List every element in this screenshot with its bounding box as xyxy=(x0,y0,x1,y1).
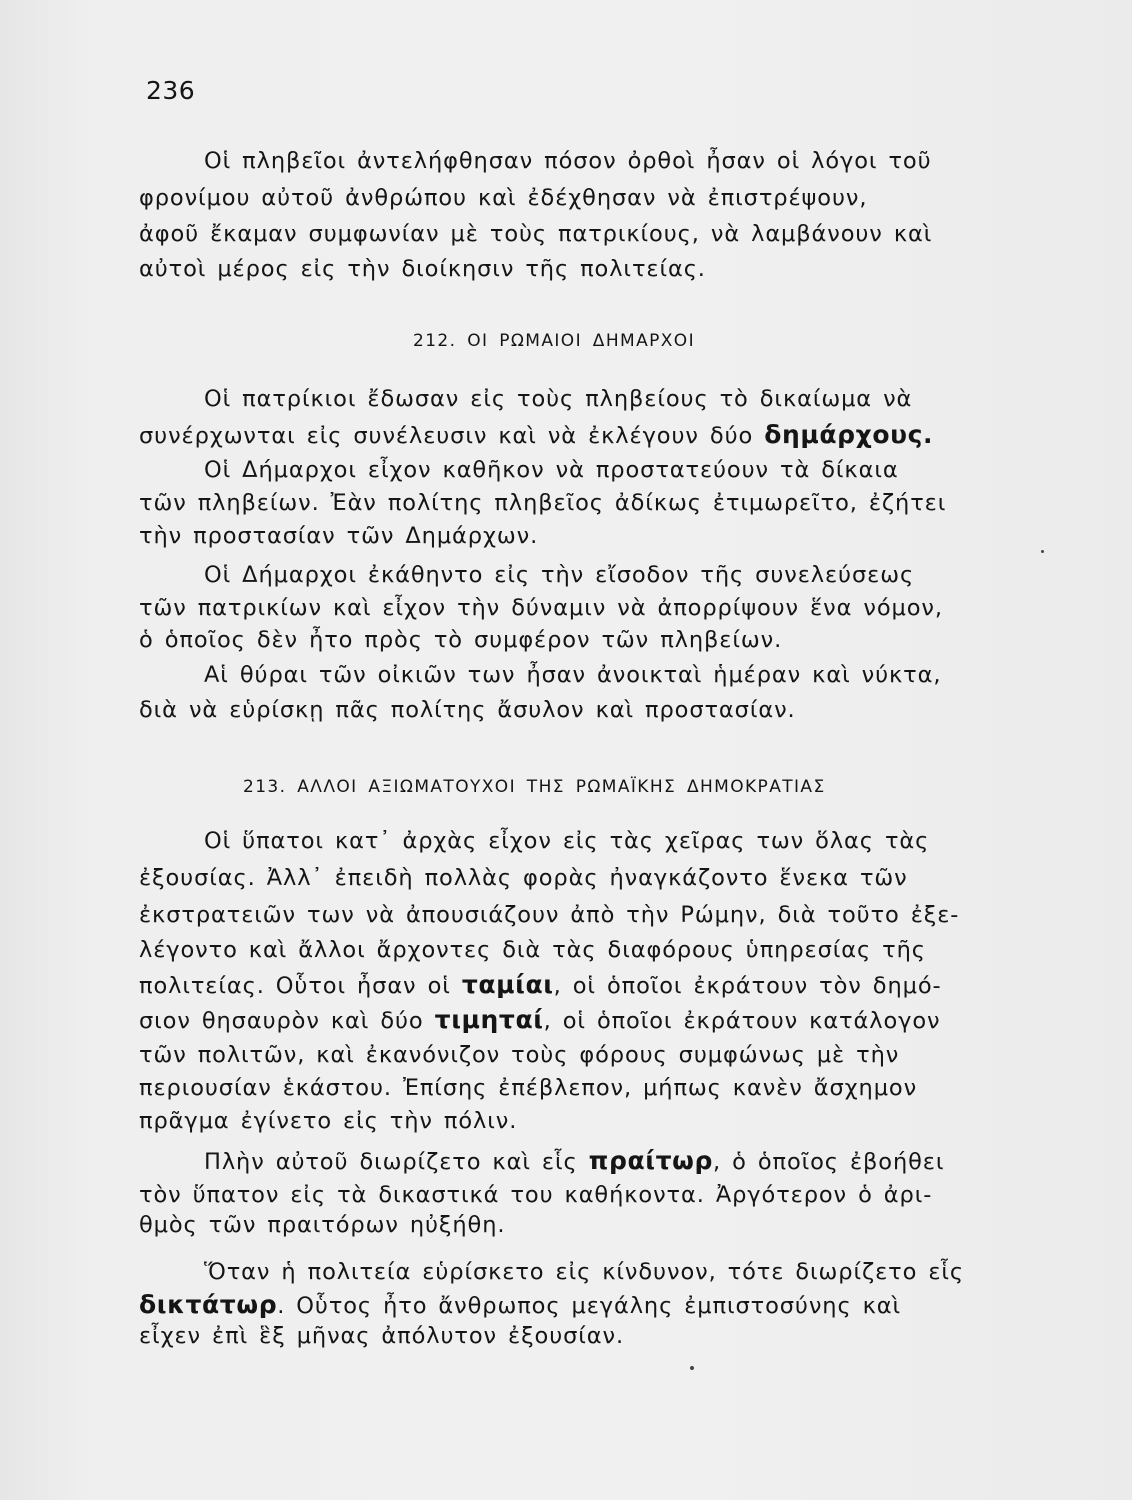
text-run: Πλὴν αὐτοῦ διωρίζετο καὶ εἷς xyxy=(204,1149,578,1175)
text-run: πολιτείας. Οὗτοι ἦσαν οἱ xyxy=(139,973,451,999)
text-line: περιουσίαν ἑκάστου. Ἐπίσης ἐπέβλεπον, μήπως κανὲν ἄσχημον xyxy=(139,1075,918,1101)
text-line: λέγοντο καὶ ἄλλοι ἄρχοντες διὰ τὰς διαφόρους ὑπηρεσίας τῆς xyxy=(139,937,926,963)
text-run: , ὁ ὁποῖος ἐβοήθει xyxy=(713,1149,945,1175)
text-line: Οἱ πατρίκιοι ἔδωσαν εἰς τοὺς πληβείους τὸ δικαίωμα νὰ xyxy=(204,386,913,412)
text-run: . Οὗτος ἦτο ἄνθρωπος μεγάλης ἐμπιστοσύνης καὶ xyxy=(277,1293,902,1319)
bold-term: τιμηταί xyxy=(434,1005,544,1034)
section-heading: 213. ΑΛΛΟΙ ΑΞΙΩΜΑΤΟΥΧΟΙ ΤΗΣ ΡΩΜΑΪΚΗΣ ΔΗΜΟΚΡΑΤΙΑΣ xyxy=(243,777,826,797)
bold-term: ταμίαι xyxy=(461,970,554,999)
text-line: φρονίμου αὐτοῦ ἀνθρώπου καὶ ἐδέχθησαν νὰ ἐπιστρέψουν, xyxy=(139,185,868,211)
text-run: συνέρχωνται εἰς συνέλευσιν καὶ νὰ ἐκλέγουν δύο xyxy=(139,423,754,449)
text-line: πρᾶγμα ἐγίνετο εἰς τὴν πόλιν. xyxy=(139,1108,518,1134)
text-line: ἐξουσίας. Ἀλλ᾽ ἐπειδὴ πολλὰς φορὰς ἠναγκάζοντο ἕνεκα τῶν xyxy=(139,865,908,891)
print-speck xyxy=(1041,550,1044,553)
text-line: τῶν πατρικίων καὶ εἶχον τὴν δύναμιν νὰ ἀπορρίψουν ἕνα νόμον, xyxy=(139,595,943,621)
text-line: ἀφοῦ ἔκαμαν συμφωνίαν μὲ τοὺς πατρικίους, νὰ λαμβάνουν καὶ xyxy=(139,221,933,247)
text-line xyxy=(139,420,933,451)
text-line xyxy=(139,1290,901,1321)
bold-term: δημάρχους. xyxy=(764,420,934,449)
text-line: τῶν πληβείων. Ἐὰν πολίτης πληβεῖος ἀδίκως ἐτιμωρεῖτο, ἐζήτει xyxy=(139,490,947,516)
text-line: θμὸς τῶν πραιτόρων ηὐξήθη. xyxy=(139,1212,506,1238)
text-line: Οἱ Δήμαρχοι εἶχον καθῆκον νὰ προστατεύουν τὰ δίκαια xyxy=(204,457,899,483)
page-number: 236 xyxy=(146,76,196,105)
text-line: εἶχεν ἐπὶ ἓξ μῆνας ἀπόλυτον ἐξουσίαν. xyxy=(139,1323,625,1349)
text-line xyxy=(139,1005,940,1036)
text-line: τὴν προστασίαν τῶν Δημάρχων. xyxy=(139,523,539,549)
print-speck xyxy=(690,1366,694,1370)
text-line: Αἱ θύραι τῶν οἰκιῶν των ἦσαν ἀνοικταὶ ἡμέραν καὶ νύκτα, xyxy=(204,662,942,688)
text-line: διὰ νὰ εὑρίσκῃ πᾶς πολίτης ἄσυλον καὶ προστασίαν. xyxy=(139,697,796,723)
text-line: αὐτοὶ μέρος εἰς τὴν διοίκησιν τῆς πολιτείας. xyxy=(139,256,706,282)
text-line: Ὅταν ἡ πολιτεία εὑρίσκετο εἰς κίνδυνον, τότε διωρίζετο εἷς xyxy=(204,1259,965,1285)
text-line: Οἱ πληβεῖοι ἀντελήφθησαν πόσον ὀρθοὶ ἦσαν οἱ λόγοι τοῦ xyxy=(204,148,932,174)
text-line: τὸν ὕπατον εἰς τὰ δικαστικά του καθήκοντα. Ἀργότερον ὁ ἀρι- xyxy=(139,1182,933,1208)
bold-term: πραίτωρ xyxy=(588,1146,714,1175)
text-line xyxy=(204,1146,944,1177)
text-run: σιον θησαυρὸν καὶ δύο xyxy=(139,1008,424,1034)
text-line xyxy=(139,970,942,1001)
text-line: ὁ ὁποῖος δὲν ἦτο πρὸς τὸ συμφέρον τῶν πληβείων. xyxy=(139,627,783,653)
text-line: ἐκστρατειῶν των νὰ ἀπουσιάζουν ἀπὸ τὴν Ρώμην, διὰ τοῦτο ἐξε- xyxy=(139,902,960,928)
text-line: Οἱ ὕπατοι κατ᾽ ἀρχὰς εἶχον εἰς τὰς χεῖρας των ὅλας τὰς xyxy=(204,828,930,854)
bold-term: δικτάτωρ xyxy=(139,1290,278,1319)
text-run: , οἱ ὁποῖοι ἐκράτουν κατάλογον xyxy=(543,1008,941,1034)
text-run: , οἱ ὁποῖοι ἐκράτουν τὸν δημό- xyxy=(553,973,942,999)
text-line: Οἱ Δήμαρχοι ἐκάθηντο εἰς τὴν εἴσοδον τῆς συνελεύσεως xyxy=(204,562,915,588)
section-heading: 212. ΟΙ ΡΩΜΑΙΟΙ ΔΗΜΑΡΧΟΙ xyxy=(413,331,696,351)
text-line: τῶν πολιτῶν, καὶ ἐκανόνιζον τοὺς φόρους συμφώνως μὲ τὴν xyxy=(139,1042,900,1068)
